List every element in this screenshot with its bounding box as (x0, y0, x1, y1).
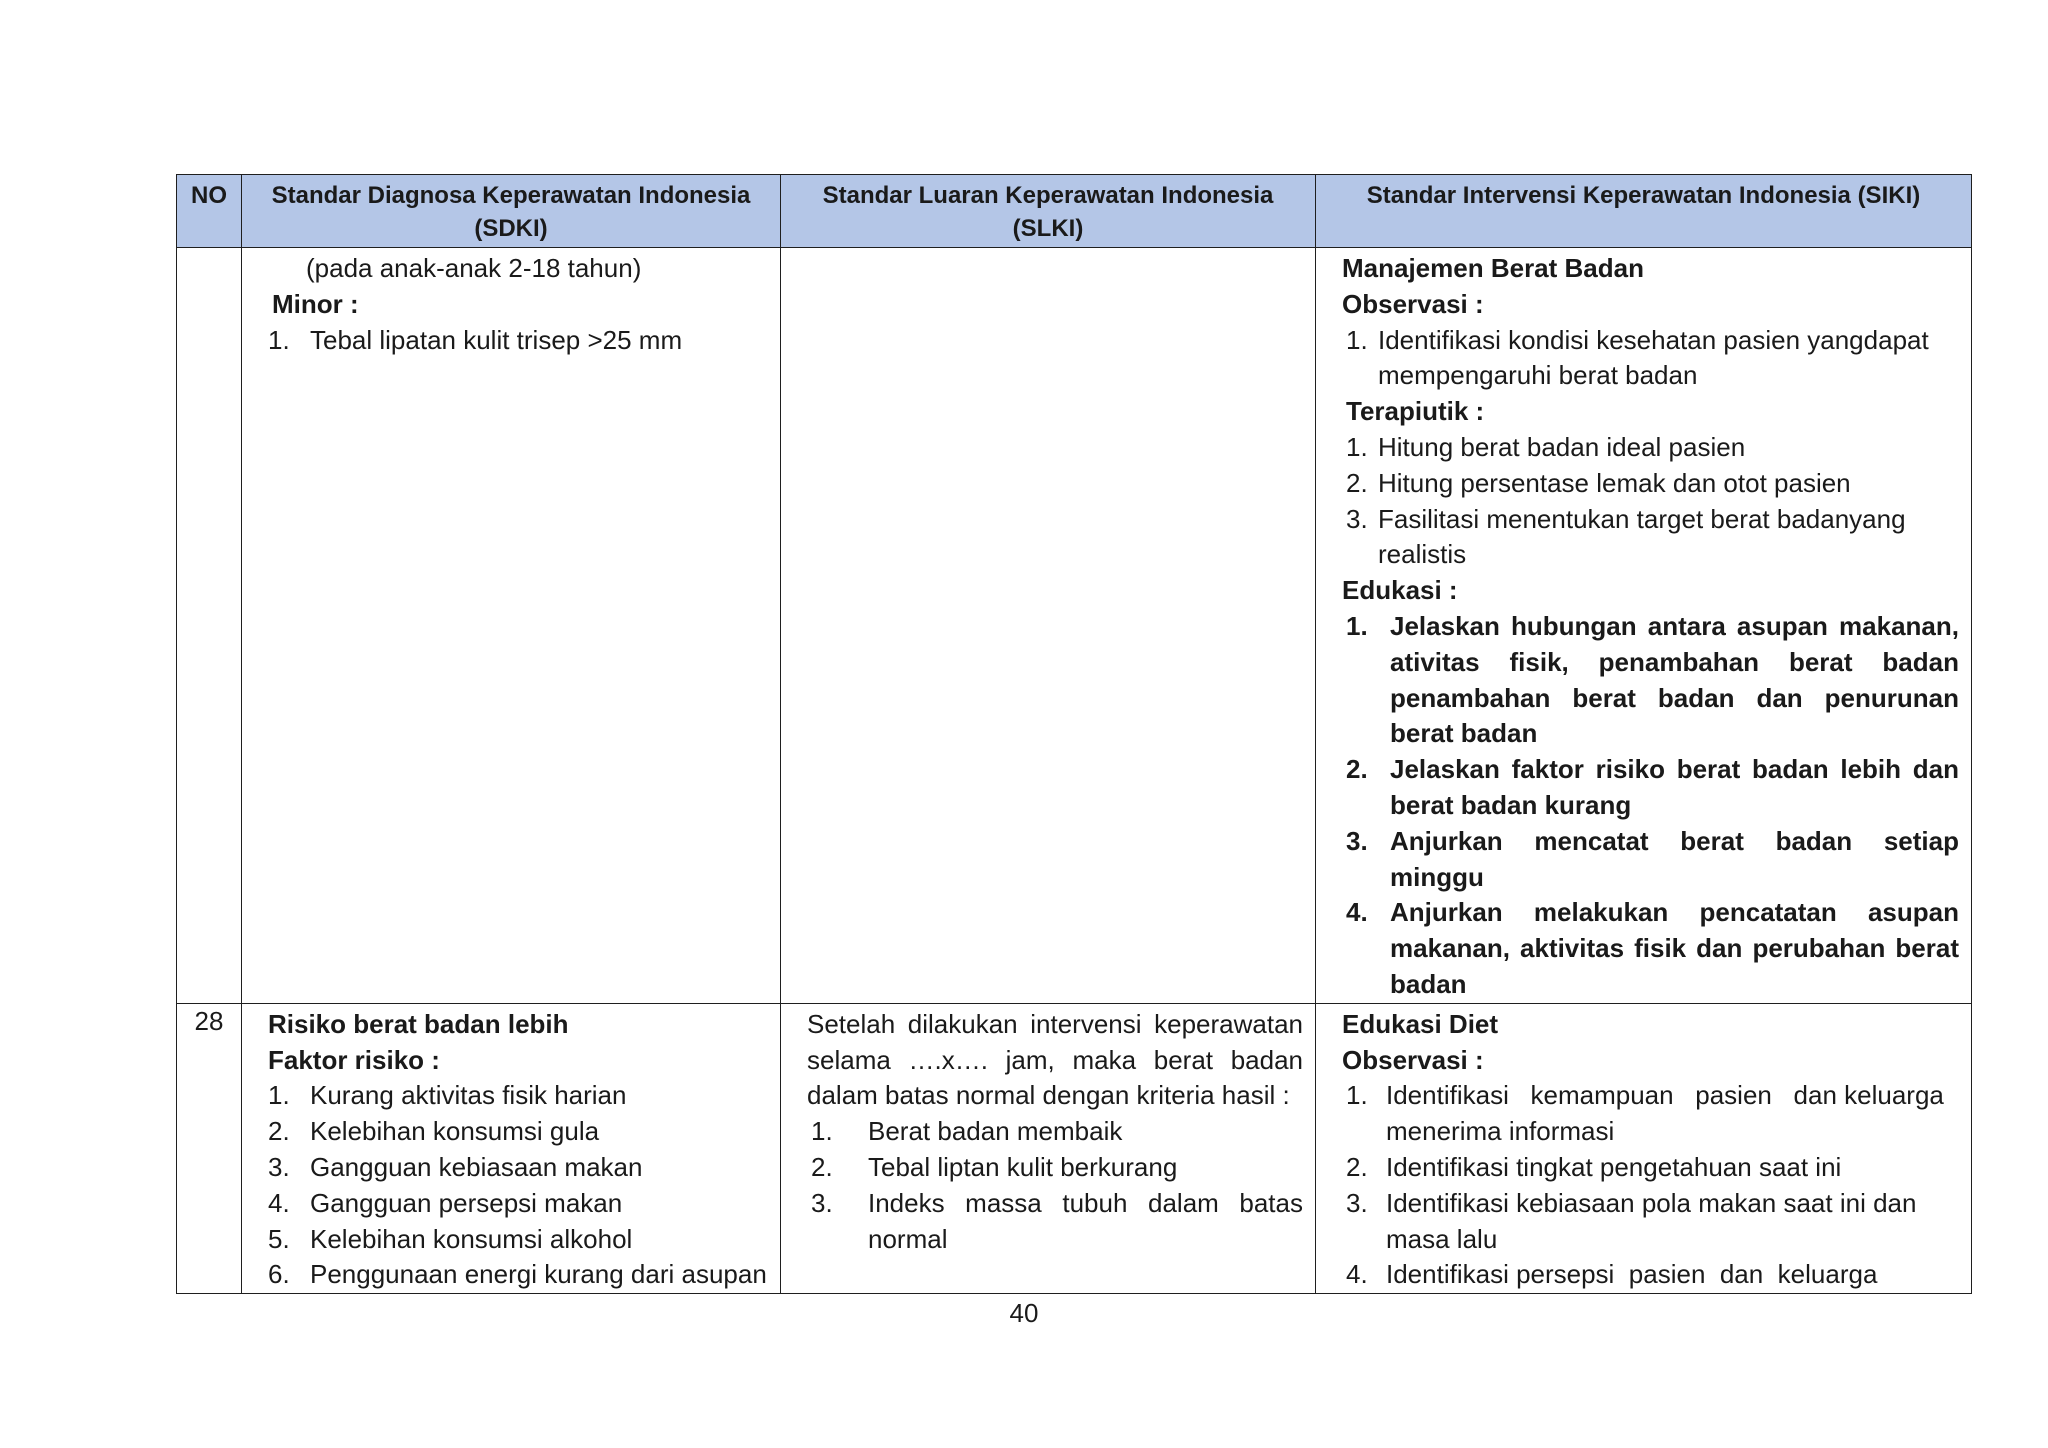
page-number: 40 (1009, 1298, 1039, 1328)
header-siki: Standar Intervensi Keperawatan Indonesia (SIKI) (1316, 175, 1972, 248)
row1-siki-cell (1316, 248, 1972, 1004)
row2-slki-cell (781, 1003, 1316, 1293)
siki-observasi-heading: Observasi : (1342, 288, 1484, 319)
list-item: 1. Identifikasi kondisi kesehatan pasien yangdapat mempengaruhi berat badan (1346, 324, 1929, 391)
header-slki: Standar Luaran Keperawatan Indonesia (SLKI) (781, 175, 1316, 248)
list-item: 1. Identifikasi kemampuan pasien dan keluarga menerima informasi (1346, 1080, 1952, 1147)
list-item: 1. Jelaskan hubungan antara asupan makanan, ativitas fisik, penambahan berat badan penambahan berat badan dan penurunan berat badan (1346, 610, 1959, 749)
siki-observasi-list (1342, 323, 1959, 395)
list-item: 1. Berat badan membaik (811, 1116, 1123, 1147)
list-item: 1. Kurang aktivitas fisik harian (268, 1080, 627, 1111)
row2-siki-cell (1316, 1003, 1972, 1293)
table-row (177, 248, 1972, 1004)
list-item: 2. Hitung persentase lemak dan otot pasien (1346, 467, 1851, 498)
row1-no-cell (177, 248, 242, 1004)
list-item: 2. Kelebihan konsumsi gula (268, 1116, 600, 1147)
slki-criteria-list (807, 1114, 1303, 1257)
row1-sdki-cell (242, 248, 781, 1004)
row1-slki-cell (781, 248, 1316, 1004)
nursing-standards-table (176, 174, 1972, 1294)
sdki-minor-heading: Minor : (272, 288, 359, 319)
siki-observasi-list (1342, 1078, 1959, 1293)
row2-no-cell: 28 (177, 1003, 242, 1293)
header-sdki: Standar Diagnosa Keperawatan Indonesia (SDKI) (242, 175, 781, 248)
list-item: 6. Penggunaan energi kurang dari asupan (268, 1259, 767, 1290)
siki-edukasi-list (1342, 609, 1959, 1003)
siki-observasi-heading: Observasi : (1342, 1044, 1484, 1075)
list-item: 1. Tebal lipatan kulit trisep >25 mm (268, 324, 683, 355)
list-item: 3. Fasilitasi menentukan target berat badanyang realistis (1346, 503, 1906, 570)
list-item: 2. Identifikasi tingkat pengetahuan saat ini (1346, 1151, 1842, 1182)
list-item: 5. Kelebihan konsumsi alkohol (268, 1223, 633, 1254)
sdki-minor-list (268, 323, 768, 359)
list-item: 2. Tebal liptan kulit berkurang (811, 1151, 1178, 1182)
list-item: 3. Identifikasi kebiasaan pola makan saat ini dan masa lalu (1346, 1187, 1917, 1254)
list-item: 3. Indeks massa tubuh dalam batas normal (811, 1187, 1303, 1254)
sdki-diagnosis-title: Risiko berat badan lebih (268, 1008, 569, 1039)
sdki-faktor-list (268, 1078, 768, 1293)
siki-edukasi-heading: Edukasi : (1342, 575, 1458, 606)
header-row (177, 175, 1972, 248)
list-item: 4. Anjurkan melakukan pencatatan asupan makanan, aktivitas fisik dan perubahan berat badan (1346, 897, 1959, 999)
list-item: 3. Anjurkan mencatat berat badan setiap minggu (1346, 825, 1959, 892)
header-no: NO (177, 175, 242, 248)
list-item: 3. Gangguan kebiasaan makan (268, 1151, 643, 1182)
siki-terapiutik-heading: Terapiutik : (1346, 396, 1485, 427)
slki-intro-text: Setelah dilakukan intervensi keperawatan selama ….x…. jam, maka berat badan dalam batas normal dengan kriteria hasil : (807, 1008, 1303, 1111)
siki-section-title: Edukasi Diet (1342, 1008, 1499, 1039)
list-item: 1. Hitung berat badan ideal pasien (1346, 431, 1746, 462)
sdki-continuation-line: (pada anak-anak 2-18 tahun) (306, 253, 642, 283)
list-item: 2. Jelaskan faktor risiko berat badan lebih dan berat badan kurang (1346, 754, 1959, 820)
sdki-faktor-heading: Faktor risiko : (268, 1044, 440, 1075)
table-row (177, 1003, 1972, 1293)
list-item: 4. Gangguan persepsi makan (268, 1187, 623, 1218)
siki-terapiutik-list (1342, 430, 1959, 573)
list-item: 4. Identifikasi persepsi pasien dan keluarga (1346, 1259, 1878, 1290)
row2-sdki-cell (242, 1003, 781, 1293)
siki-section-title: Manajemen Berat Badan (1342, 253, 1644, 283)
